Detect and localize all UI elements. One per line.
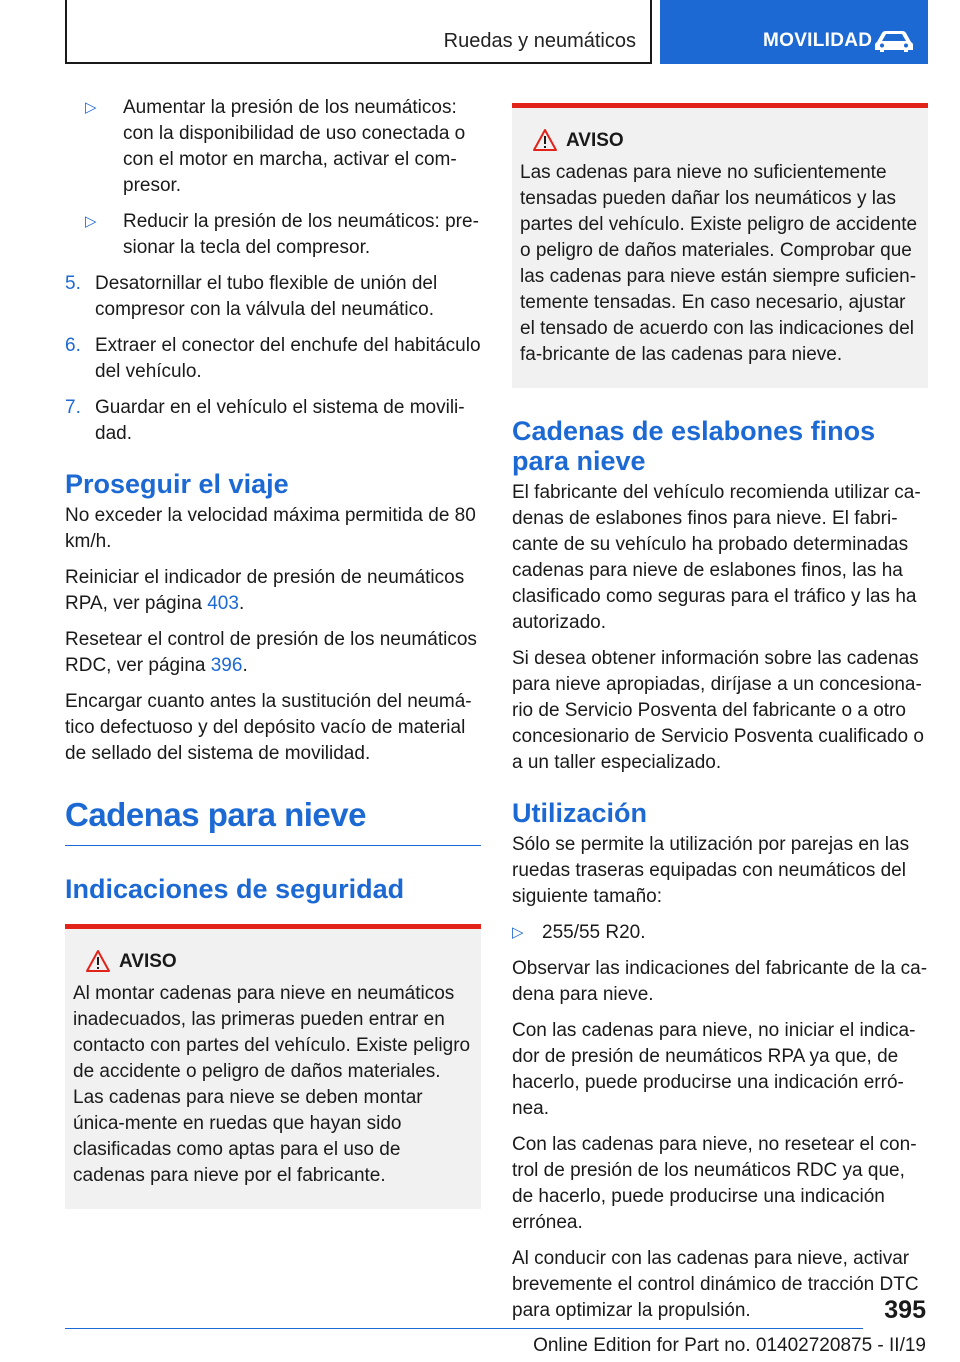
step-number: 7. [65, 397, 81, 418]
step-text: Guardar en el vehículo el sistema de movili-dad. [95, 397, 465, 444]
footer-divider [65, 1328, 863, 1329]
car-icon [873, 28, 915, 54]
section-header-box [65, 0, 652, 64]
warning-header [73, 949, 473, 979]
edition-note: Online Edition for Part no. 01402720875 - II/19 [533, 1335, 926, 1356]
page-link-403[interactable]: 403 [207, 593, 239, 614]
paragraph: Con las cadenas para nieve, no resetear el con-trol de presión de los neumáticos RDC ya que, de hacerlo, puede producirse una indicación errónea. [512, 1134, 917, 1233]
paragraph-text: Reiniciar el indicador de presión de neumáticos RPA, ver página [65, 567, 465, 614]
paragraph: Si desea obtener información sobre las cadenas para nieve apropiadas, diríjase a un concesiona-rio de Servicio Posventa del fabricante o a otro concesionario de Servicio Posventa cualificado o a un taller especializado. [512, 648, 924, 773]
paragraph: Sólo se permite la utilización por parejas en las ruedas traseras equipadas con neumáticos del siguiente tamaño: [512, 834, 910, 907]
warning-box [512, 103, 928, 388]
step-number: 6. [65, 335, 81, 356]
step-item [65, 271, 481, 323]
paragraph: Con las cadenas para nieve, no iniciar el indica-dor de presión de neumáticos RPA ya que, de hacerlo, puede producirse una indicación erró-nea. [512, 1020, 916, 1119]
chapter-tab[interactable] [660, 0, 928, 64]
warning-header [520, 128, 920, 158]
list-item [512, 920, 928, 946]
warning-triangle-icon [85, 949, 111, 973]
section-heading-safety: Indicaciones de seguridad [65, 874, 405, 904]
paragraph-text: . [242, 655, 248, 676]
section-heading-proseguir: Proseguir el viaje [65, 469, 289, 499]
section-heading-use: Utilización [512, 798, 648, 828]
step-item [65, 333, 481, 385]
bullet-text: Aumentar la presión de los neumáticos: con la disponibilidad de uso conectada o con el motor en marcha, activar el com-presor. [123, 97, 466, 196]
left-column [65, 95, 481, 1209]
chapter-title: Cadenas para nieve [65, 795, 481, 846]
warning-box [65, 924, 481, 1209]
bullet-triangle-icon: ▷ [85, 213, 97, 230]
bullet-text: Reducir la presión de los neumáticos: pre-sionar la tecla del compresor. [123, 211, 479, 258]
section-heading-fine-chain: Cadenas de eslabones finos para nieve [512, 416, 876, 476]
paragraph-text: Resetear el control de presión de los neumáticos RDC, ver página [65, 629, 477, 676]
bullet-text: 255/55 R20. [542, 922, 646, 943]
warning-triangle-icon [532, 128, 558, 152]
step-text: Extraer el conector del enchufe del habitáculo del vehículo. [95, 335, 481, 382]
step-number: 5. [65, 273, 81, 294]
warning-text: Al montar cadenas para nieve en neumáticos inadecuados, las primeras pueden entrar en contacto con partes del vehículo. Existe peligro de accidente o peligro de daños materiales. Las cadenas para nieve se deben montar única-mente en ruedas que hayan sido clasificadas como aptas para el uso de cadenas para nieve por el fabricante. [73, 983, 471, 1186]
list-item [65, 209, 481, 261]
page-link-396[interactable]: 396 [210, 655, 243, 676]
paragraph: Al conducir con las cadenas para nieve, activar brevemente el control dinámico de tracción DTC para optimizar la propulsión. [512, 1248, 919, 1321]
step-text: Desatornillar el tubo flexible de unión del compresor con la válvula del neumático. [95, 273, 438, 320]
step-item [65, 395, 481, 447]
paragraph [65, 627, 481, 679]
paragraph-text: . [238, 593, 245, 614]
section-title: Ruedas y neumáticos [443, 30, 636, 52]
warning-title: AVISO [119, 951, 177, 972]
warning-text: Las cadenas para nieve no suficientemente tensadas pueden dañar los neumáticos y las partes del vehículo. Existe peligro de accidente o peligro de daños materiales. Comprobar que las cadenas para nieve están siempre suficien-temente tensadas. En caso necesario, ajustar el tensado de acuerdo con las indicaciones del fa-bricante de las cadenas para nieve. [520, 162, 918, 365]
warning-title: AVISO [566, 130, 624, 151]
chapter-tab-label: MOVILIDAD [763, 30, 873, 51]
bullet-triangle-icon: ▷ [85, 99, 97, 116]
right-column [512, 103, 928, 1334]
paragraph: Observar las indicaciones del fabricante de la ca-dena para nieve. [512, 958, 928, 1005]
paragraph: El fabricante del vehículo recomienda utilizar ca-denas de eslabones finos para nieve. El fabri-cante de su vehículo ha probado determinadas cadenas para nieve de eslabones finos, las ha clasificado como seguras para el tráfico y las ha autorizado. [512, 482, 921, 633]
page-header [65, 0, 928, 64]
bullet-triangle-icon: ▷ [512, 924, 524, 941]
list-item [65, 95, 481, 199]
paragraph: No exceder la velocidad máxima permitida de 80 km/h. [65, 505, 476, 552]
page-number: 395 [884, 1296, 926, 1324]
paragraph: Encargar cuanto antes la sustitución del neumá-tico defectuoso y del depósito vacío de material de sellado del sistema de movilidad. [65, 691, 472, 764]
paragraph [65, 565, 481, 617]
